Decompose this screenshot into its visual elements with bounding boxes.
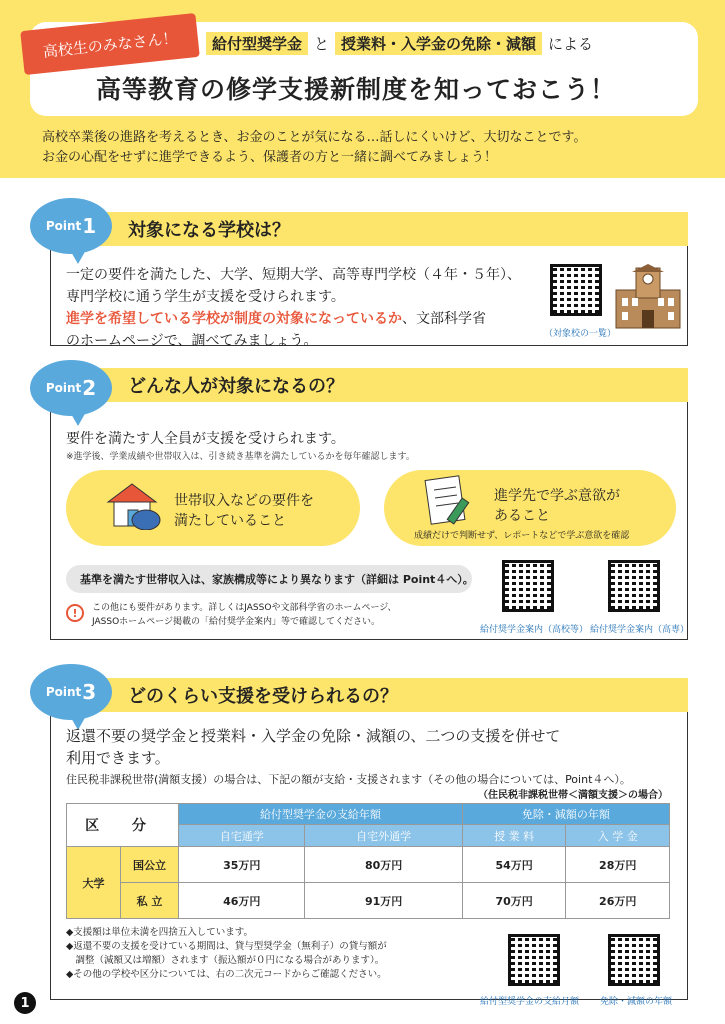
point3-note: 住民税非課税世帯(満額支援）の場合は、下記の額が支給・支援されます（その他の場合については、Point４へ）。 [66, 773, 631, 786]
qr-caption-exemption-amount: 免除・減額の年額 [600, 997, 673, 1007]
footnote-3: 調整（減額又は増額）されます（振込額が０円になる場合があります）。 [66, 955, 385, 966]
qr-code-guide-kosen[interactable] [608, 560, 660, 612]
table-cell: 91万円 [305, 883, 462, 919]
point3-bubble [30, 664, 112, 720]
table-category: 大学 [67, 847, 121, 919]
point3-title-bar [50, 678, 688, 712]
highlight-scholarship: 給付型奨学金 [206, 32, 308, 55]
requirement-motivation-note: 成績だけで判断せず、レポートなどで学ぶ意欲を確認 [414, 531, 630, 541]
point1-bubble [30, 198, 112, 254]
table-col-tuition: 授 業 料 [462, 825, 566, 847]
qr-caption-guide-kosen: 給付奨学金案内（高専） [590, 625, 690, 635]
requirement-income-text [174, 491, 314, 531]
point1-word: Point [45, 219, 82, 233]
table-cell: 28万円 [566, 847, 670, 883]
audience-badge: 高校生のみなさん！ [20, 13, 200, 75]
point3-title: どのくらい支援を受けられるの？ [128, 686, 398, 707]
highlight-tuition-exemption: 授業料・入学金の免除・減額 [335, 32, 542, 55]
footnote-4: ◆その他の学校や区分については、右の二次元コードからご確認ください。 [66, 969, 387, 980]
table-row [67, 847, 670, 883]
point2-note: ※進学後、学業成績や世帯収入は、引き続き基準を満たしているかを毎年確認します。 [66, 452, 415, 462]
point2-bubble [30, 360, 112, 416]
point1-line-4: のホームページで、調べてみましょう。 [66, 333, 318, 349]
point3-footnotes [66, 926, 387, 982]
point1-line-2: 専門学校に通う学生が支援を受けられます。 [66, 289, 345, 305]
table-cell: 54万円 [462, 847, 566, 883]
table-col-admission: 入 学 金 [566, 825, 670, 847]
qr-caption-target-schools: （対象校の一覧） [544, 329, 617, 339]
point3-word: Point [45, 685, 82, 699]
point3-lead-line-2: 利用できます。 [66, 749, 170, 767]
point2-number: 2 [82, 376, 97, 400]
subtitle-suffix: による [548, 35, 594, 53]
point1-number: 1 [82, 214, 97, 238]
page-number: 1 [14, 992, 36, 1014]
header-subtitle [206, 32, 593, 55]
qr-caption-monthly-amount: 給付型奨学金の支給月額 [480, 997, 580, 1007]
table-row-label: 国公立 [121, 847, 179, 883]
table-col-home: 自宅通学 [179, 825, 305, 847]
point3-number: 3 [82, 680, 97, 704]
qr-caption-guide-highschool: 給付奨学金案内（高校等） [480, 625, 589, 635]
table-col-away: 自宅外通学 [305, 825, 462, 847]
warn-line-2: JASSOホームページ掲載の「給付奨学金案内」等で確認してください。 [92, 617, 380, 627]
point3-lead [66, 725, 560, 769]
table-row-label: 私 立 [121, 883, 179, 919]
document-pencil-icon [422, 474, 476, 530]
intro-line-1: 高校卒業後の進路を考えるとき、お金のことが気になる…話しにくいけど、大切なことです。 [42, 130, 587, 145]
point2-lead: 要件を満たす人全員が支援を受けられます。 [66, 431, 345, 447]
requirement-motivation-text [494, 486, 620, 526]
footnote-1: ◆支援額は単位未満を四捨五入しています。 [66, 927, 254, 938]
page-title: 高等教育の修学支援新制度を知っておこう！ [96, 75, 617, 104]
table-row [67, 883, 670, 919]
table-cell: 70万円 [462, 883, 566, 919]
table-corner-header: 区 分 [67, 804, 179, 847]
table-group-exemption: 免除・減額の年額 [462, 804, 669, 825]
point1-title-bar [50, 212, 688, 246]
house-icon [104, 480, 164, 530]
point1-emphasis: 進学を希望している学校が制度の対象になっているか [66, 311, 402, 327]
table-cell: 35万円 [179, 847, 305, 883]
subtitle-connector: と [314, 35, 330, 53]
point1-body [66, 264, 521, 352]
table-cell: 46万円 [179, 883, 305, 919]
point1-line-1: 一定の要件を満たした、大学、短期大学、高等専門学校（４年・５年）、 [66, 267, 521, 283]
table-cell: 80万円 [305, 847, 462, 883]
qr-code-monthly-amount[interactable] [508, 934, 560, 986]
support-amount-table [66, 803, 670, 919]
other-requirements-note [92, 601, 397, 629]
intro-text [42, 128, 586, 168]
point2-word: Point [45, 381, 82, 395]
warn-line-1: この他にも要件があります。詳しくはJASSOや文部科学省のホームページ、 [92, 603, 397, 613]
requirement-motivation-line-2: あること [494, 508, 550, 524]
point3-lead-line-1: 返還不要の奨学金と授業料・入学金の免除・減額の、二つの支援を併せて [66, 727, 561, 745]
requirement-income-line-2: 満たしていること [174, 513, 286, 529]
warning-icon: ! [66, 604, 84, 622]
qr-code-exemption-amount[interactable] [608, 934, 660, 986]
point1-line-3-rest: 、文部科学省 [402, 311, 486, 327]
table-group-scholarship: 給付型奨学金の支給年額 [179, 804, 463, 825]
point2-title: どんな人が対象になるの？ [128, 376, 344, 397]
point1-title: 対象になる学校は？ [128, 220, 290, 241]
point2-title-bar [50, 368, 688, 402]
qr-code-target-schools[interactable] [550, 264, 602, 316]
intro-line-2: お金の心配をせずに進学できるよう、保護者の方と一緒に調べてみましょう！ [42, 150, 498, 165]
school-building-icon [612, 264, 684, 330]
table-cell: 26万円 [566, 883, 670, 919]
header-banner [0, 0, 725, 178]
qr-code-guide-highschool[interactable] [502, 560, 554, 612]
income-criteria-note: 基準を満たす世帯収入は、家族構成等により異なります（詳細は Point４へ）。 [66, 565, 472, 593]
footnote-2: ◆返還不要の支援を受けている期間は、貸与型奨学金（無利子）の貸与額が [66, 941, 387, 952]
requirement-motivation-line-1: 進学先で学ぶ意欲が [494, 488, 620, 504]
requirement-income-line-1: 世帯収入などの要件を [174, 493, 314, 509]
point3-condition-note: （住民税非課税世帯＜満額支援＞の場合） [478, 790, 668, 801]
